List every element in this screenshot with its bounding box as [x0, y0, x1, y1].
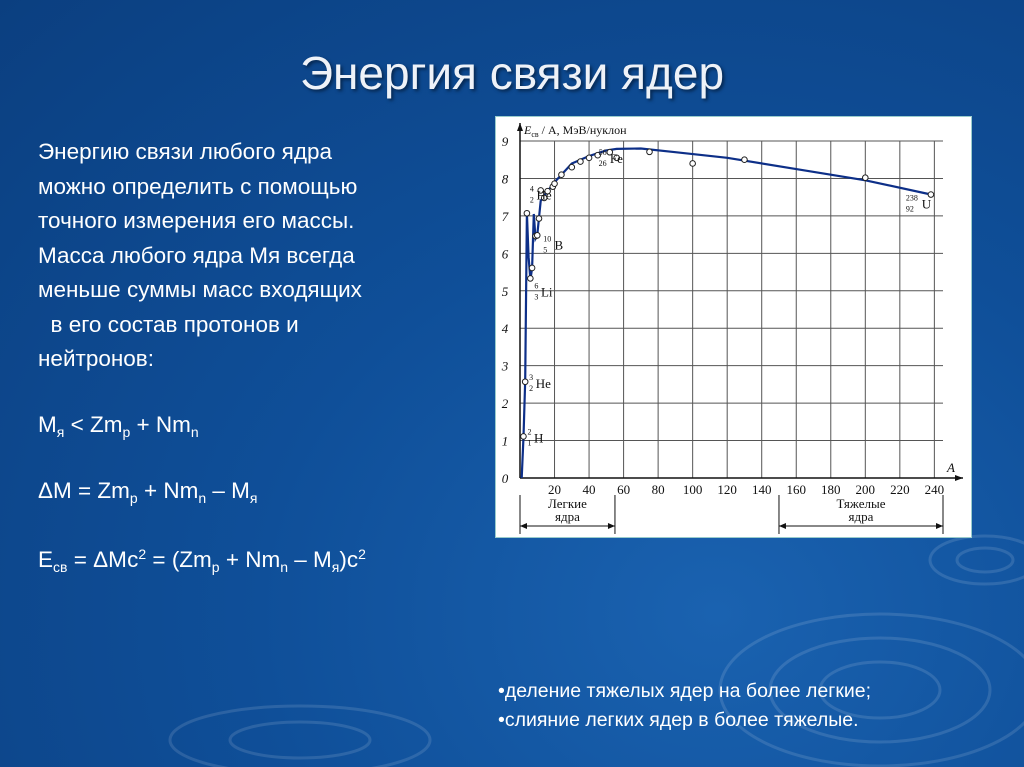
data-point — [534, 233, 540, 239]
data-point — [586, 155, 592, 161]
data-point — [536, 216, 542, 222]
data-point — [521, 434, 527, 440]
description-paragraph — [38, 135, 488, 377]
chart-svg — [496, 117, 971, 537]
mass-defect-inequality: $М_я < Zm_p + Nm_n$ — [38, 412, 199, 440]
nuclide-symbol: H — [534, 430, 544, 446]
bullet-list — [498, 677, 871, 735]
y-tick-label: 5 — [501, 283, 509, 299]
nuclide-mass-number: 3 — [529, 372, 534, 382]
nuclide-symbol: U — [921, 196, 932, 212]
region-label: Тяжелые — [836, 496, 886, 511]
paragraph-line: меньше суммы масс входящих — [38, 277, 362, 302]
data-point — [863, 175, 869, 181]
y-tick-label: 8 — [501, 171, 509, 187]
region-label: ядра — [555, 509, 580, 524]
page-title: Энергия связи ядер — [299, 47, 725, 99]
data-point — [578, 159, 584, 165]
y-tick-label: 0 — [501, 471, 509, 486]
paragraph-line: в его состав протонов и — [38, 311, 299, 337]
nuclide-mass-number: 238 — [905, 193, 918, 203]
paragraph-line: Масса любого ядра Мя всегда — [38, 242, 355, 268]
nuclide-symbol: Li — [540, 284, 553, 300]
data-point — [690, 161, 696, 167]
paragraph-line: нейтронов: — [38, 346, 154, 371]
x-tick-label: 40 — [582, 482, 596, 497]
y-tick-label: 4 — [501, 321, 509, 337]
x-tick-label: 180 — [821, 482, 841, 497]
description-block — [38, 135, 488, 377]
y-tick-label: 7 — [501, 208, 509, 224]
data-point — [529, 265, 535, 271]
x-tick-label: 160 — [786, 482, 806, 497]
nuclide-mass-number: 10 — [543, 234, 552, 244]
binding-energy-chart — [495, 116, 972, 538]
nuclide-symbol: B — [554, 237, 564, 253]
nuclide-charge-number: 3 — [534, 292, 539, 302]
x-tick-label: 120 — [717, 482, 737, 497]
x-axis-title: A — [947, 460, 955, 475]
nuclide-symbol: Fe — [609, 150, 623, 166]
mass-defect-formula: $\Delta М = Zm_p + Nm_n - М_я$ — [38, 478, 258, 506]
x-tick-label: 20 — [548, 482, 562, 497]
data-point — [522, 379, 528, 385]
x-tick-label: 60 — [617, 482, 631, 497]
data-point — [742, 157, 748, 163]
x-tick-label: 80 — [651, 482, 665, 497]
nuclide-symbol: He — [535, 375, 551, 391]
data-point — [559, 172, 565, 178]
y-axis-arrow — [517, 123, 523, 131]
bullet-item: •деление тяжелых ядер на более легкие; — [498, 680, 872, 702]
region-label: ядра — [848, 509, 874, 524]
nuclide-charge-number: 1 — [527, 438, 532, 448]
y-tick-label: 3 — [501, 358, 509, 374]
y-tick-label: 2 — [501, 396, 509, 412]
nuclide-mass-number: 4 — [529, 184, 534, 194]
paragraph-line: Энергию связи любого ядра — [38, 139, 333, 164]
data-point — [569, 164, 575, 170]
nuclide-symbol: He — [536, 187, 552, 203]
x-axis-arrow — [955, 475, 963, 481]
data-point — [524, 210, 530, 216]
nuclide-mass-number: 56 — [598, 147, 607, 157]
data-point — [552, 181, 558, 187]
nuclide-charge-number: 2 — [529, 383, 534, 393]
x-tick-label: 220 — [890, 482, 910, 497]
binding-energy-formula: $Е_{св} = \Delta Мс^2 = (Zm_p + Nm_n - М_я)с^2$ — [38, 546, 366, 575]
region-label: Легкие — [548, 496, 587, 511]
region-arrow-left — [779, 523, 786, 529]
x-tick-label: 140 — [751, 482, 772, 497]
y-tick-label: 6 — [501, 246, 509, 262]
nuclide-charge-number: 26 — [598, 158, 607, 168]
binding-energy-curve — [522, 149, 931, 479]
region-arrow-left — [520, 523, 527, 529]
x-tick-label: 100 — [682, 482, 703, 497]
y-axis-title: $E_{св}$ / A, МэВ/нуклон — [524, 123, 627, 139]
y-tick-label: 1 — [501, 433, 509, 449]
x-tick-label: 240 — [924, 482, 945, 497]
x-tick-label: 200 — [855, 482, 876, 497]
region-arrow-right — [608, 523, 615, 529]
data-point — [528, 276, 534, 282]
paragraph-line: точного измерения его массы. — [38, 208, 355, 233]
region-arrow-right — [936, 523, 943, 529]
data-point — [647, 149, 653, 155]
bullet-item: •слияние легких ядер в более тяжелые. — [498, 709, 859, 731]
y-tick-label: 9 — [501, 134, 509, 149]
nuclide-mass-number: 6 — [534, 281, 539, 291]
nuclide-charge-number: 92 — [905, 204, 914, 214]
nuclide-charge-number: 5 — [543, 245, 548, 255]
nuclide-charge-number: 2 — [529, 195, 534, 205]
paragraph-line: можно определить с помощью — [38, 173, 358, 199]
nuclide-mass-number: 2 — [527, 427, 532, 437]
